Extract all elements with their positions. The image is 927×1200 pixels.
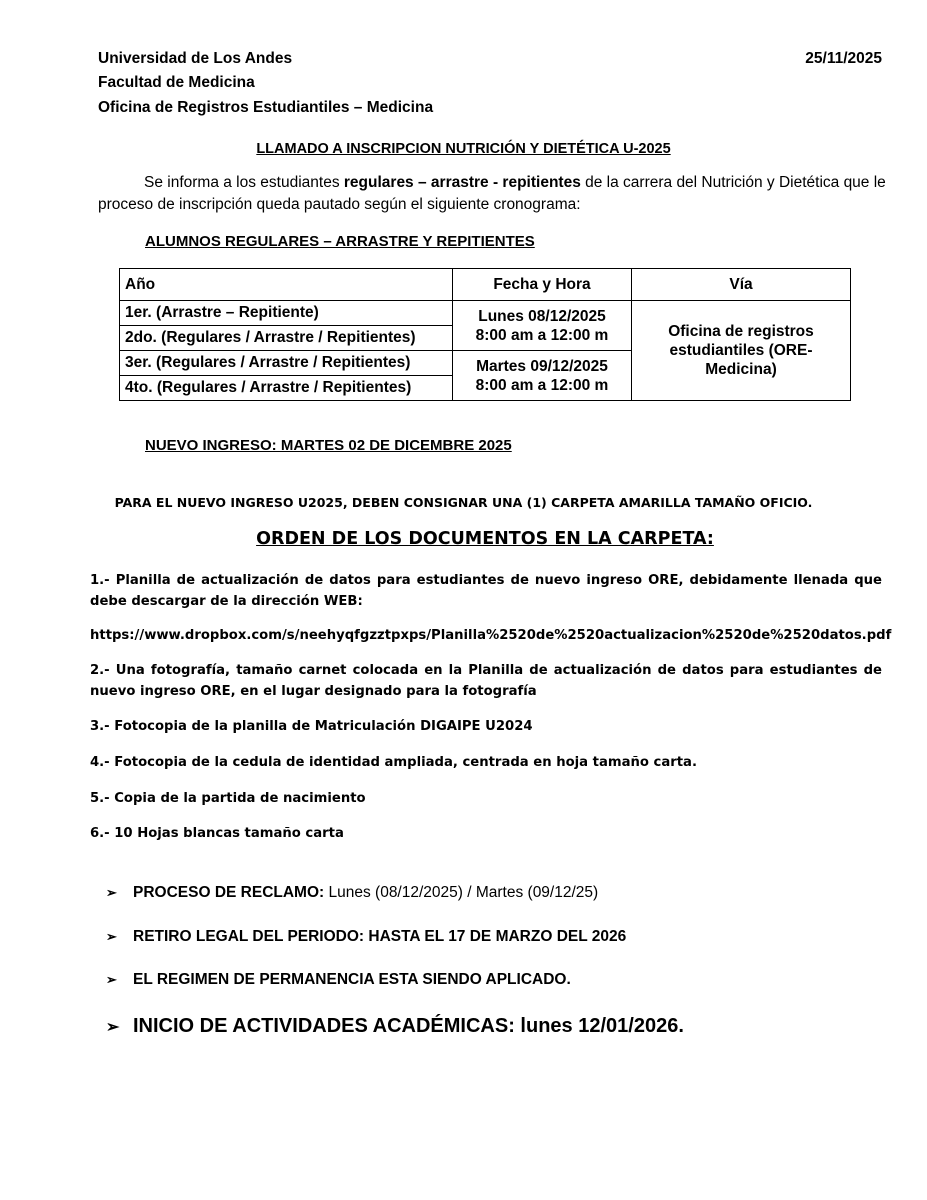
regimen-text: EL REGIMEN DE PERMANENCIA ESTA SIENDO APLICADO. [133,971,571,988]
table-row [120,301,851,326]
orden-title: ORDEN DE LOS DOCUMENTOS EN LA CARPETA: [256,529,714,549]
bullet-reclamo [106,884,598,902]
row-year: 4to. (Regulares / Arrastre / Repitientes) [120,376,453,401]
via-line: estudiantiles (ORE- [669,342,813,359]
header-via: Vía [632,269,851,301]
header-ano: Año [120,269,453,301]
via-cell [632,301,851,401]
document-item-6: 6.- 10 Hojas blancas tamaño carta [90,826,344,841]
row-year: 3er. (Regulares / Arrastre / Repitientes) [120,351,453,376]
fecha-time: 8:00 am a 12:00 m [475,376,609,394]
document-item-3: 3.- Fotocopia de la planilla de Matriculación DIGAIPE U2024 [90,719,533,734]
row-year: 2do. (Regulares / Arrastre / Repitientes) [120,326,453,351]
row-year: 1er. (Arrastre – Repitiente) [120,301,453,326]
document-date: 25/11/2025 [805,50,882,67]
fecha-day: Martes 09/12/2025 [476,357,608,375]
header-fecha: Fecha y Hora [453,269,632,301]
document-item-5: 5.- Copia de la partida de nacimiento [90,791,366,806]
document-item-4: 4.- Fotocopia de la cedula de identidad ampliada, centrada en hoja tamaño carta. [90,755,697,770]
download-link[interactable]: https://www.dropbox.com/s/neehyqfgzztpxps/Planilla%2520de%2520actualizacion%2520de%2520datos.pdf [90,628,892,643]
via-line: Oficina de registros [668,323,814,340]
reclamo-label: PROCESO DE RECLAMO: [133,884,325,901]
table-header-row [120,269,851,301]
document-item-2: 2.- Una fotografía, tamaño carnet colocada en la Planilla de actualización de datos para estudiantes de nuevo ingreso ORE, en el lugar designado para la fotografía [90,663,882,699]
arrow-bullet-icon: ➢ [106,972,117,987]
retiro-text: RETIRO LEGAL DEL PERIODO: HASTA EL 17 DE MARZO DEL 2026 [133,928,627,945]
intro-paragraph [98,172,888,216]
office-name: Oficina de Registros Estudiantiles – Medicina [98,99,434,116]
fecha-day: Lunes 08/12/2025 [478,307,606,325]
nuevo-ingreso-heading: NUEVO INGRESO: MARTES 02 DE DICEMBRE 2025 [145,437,512,454]
carpeta-note: PARA EL NUEVO INGRESO U2025, DEBEN CONSIGNAR UNA (1) CARPETA AMARILLA TAMAÑO OFICIO. [114,495,813,510]
intro-part1: Se informa a los estudiantes [144,174,344,191]
document-item-1: 1.- Planilla de actualización de datos para estudiantes de nuevo ingreso ORE, debidamente llenada que debe descargar de la dirección WEB: [90,573,882,609]
arrow-bullet-icon: ➢ [106,1019,120,1036]
via-line: Medicina) [705,361,777,378]
arrow-bullet-icon: ➢ [106,885,117,900]
intro-bold: regulares – arrastre - repitientes [343,174,581,191]
bullet-regimen [106,971,571,989]
reclamo-text: Lunes (08/12/2025) / Martes (09/12/25) [324,884,599,901]
schedule-subtitle: ALUMNOS REGULARES – ARRASTRE Y REPITIENTES [145,233,535,250]
university-name: Universidad de Los Andes [98,50,293,67]
schedule-table [119,268,851,401]
document-title: LLAMADO A INSCRIPCION NUTRICIÓN Y DIETÉTICA U-2025 [256,141,671,157]
fecha-cell-2 [453,351,632,401]
fecha-time: 8:00 am a 12:00 m [475,326,609,344]
faculty-name: Facultad de Medicina [98,74,255,91]
intro-part2: de la carrera del Nutrición y Dietética que le proceso de inscripción queda pautado según el siguiente cronograma: [98,174,886,213]
bullet-inicio [106,1015,684,1038]
bullet-retiro [106,928,626,946]
arrow-bullet-icon: ➢ [106,929,117,944]
fecha-cell-1 [453,301,632,351]
inicio-text: INICIO DE ACTIVIDADES ACADÉMICAS: lunes 12/01/2026. [133,1015,684,1037]
